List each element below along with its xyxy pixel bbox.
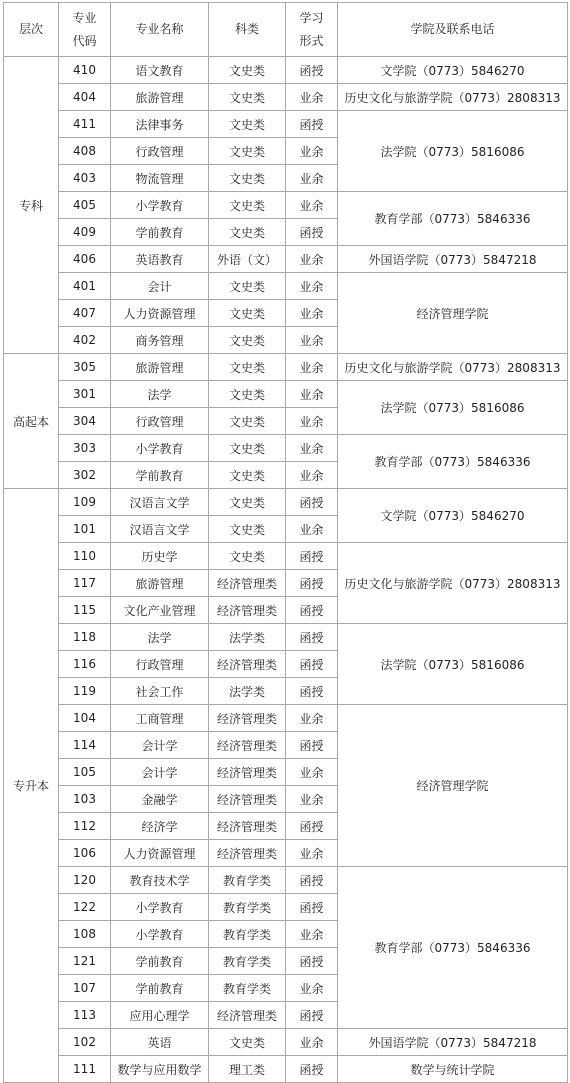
code-cell: 301 [59,381,111,408]
mode-cell: 业余 [286,165,338,192]
category-cell: 教育学类 [209,867,286,894]
mode-cell: 业余 [286,246,338,273]
major-cell: 经济学 [111,813,209,840]
mode-cell: 函授 [286,948,338,975]
major-cell: 小学教育 [111,894,209,921]
header-major: 专业名称 [111,3,209,57]
table-row [4,354,568,381]
major-cell: 法学 [111,624,209,651]
code-cell: 114 [59,732,111,759]
mode-cell: 函授 [286,732,338,759]
mode-cell: 函授 [286,57,338,84]
table-row [4,1029,568,1056]
mode-cell: 函授 [286,1002,338,1029]
level-cell: 专升本 [4,489,59,1083]
major-cell: 应用心理学 [111,1002,209,1029]
category-cell: 文史类 [209,435,286,462]
header-row [4,3,568,57]
contact-cell: 经济管理学院 [338,705,568,867]
major-cell: 学前教育 [111,948,209,975]
major-cell: 英语 [111,1029,209,1056]
category-cell: 经济管理类 [209,813,286,840]
contact-cell: 法学院（0773）5816086 [338,381,568,435]
code-cell: 302 [59,462,111,489]
code-cell: 122 [59,894,111,921]
code-cell: 102 [59,1029,111,1056]
category-cell: 文史类 [209,408,286,435]
category-cell: 经济管理类 [209,597,286,624]
table-row [4,543,568,570]
major-cell: 社会工作 [111,678,209,705]
category-cell: 文史类 [209,1029,286,1056]
code-cell: 117 [59,570,111,597]
code-cell: 406 [59,246,111,273]
contact-cell: 历史文化与旅游学院（0773）2808313 [338,543,568,624]
header-level: 层次 [4,3,59,57]
mode-cell: 业余 [286,462,338,489]
mode-cell: 函授 [286,651,338,678]
category-cell: 经济管理类 [209,732,286,759]
major-cell: 学前教育 [111,975,209,1002]
header-category: 科类 [209,3,286,57]
contact-cell: 文学院（0773）5846270 [338,489,568,543]
category-cell: 文史类 [209,192,286,219]
code-cell: 110 [59,543,111,570]
mode-cell: 函授 [286,219,338,246]
header-contact: 学院及联系电话 [338,3,568,57]
header-mode-line1: 学习 [299,10,324,25]
code-cell: 409 [59,219,111,246]
category-cell: 文史类 [209,381,286,408]
code-cell: 408 [59,138,111,165]
mode-cell: 业余 [286,327,338,354]
category-cell: 理工类 [209,1056,286,1083]
code-cell: 402 [59,327,111,354]
table-row [4,624,568,651]
contact-cell: 数学与统计学院 [338,1056,568,1083]
major-cell: 语文教育 [111,57,209,84]
code-cell: 305 [59,354,111,381]
mode-cell: 业余 [286,786,338,813]
category-cell: 文史类 [209,57,286,84]
code-cell: 403 [59,165,111,192]
contact-cell: 历史文化与旅游学院（0773）2808313 [338,84,568,111]
contact-cell: 教育学部（0773）5846336 [338,192,568,246]
mode-cell: 业余 [286,354,338,381]
header-mode [286,3,338,57]
code-cell: 111 [59,1056,111,1083]
header-mode-line2: 形式 [299,33,324,48]
category-cell: 文史类 [209,219,286,246]
major-cell: 金融学 [111,786,209,813]
mode-cell: 业余 [286,138,338,165]
major-cell: 文化产业管理 [111,597,209,624]
category-cell: 文史类 [209,84,286,111]
major-cell: 旅游管理 [111,570,209,597]
code-cell: 119 [59,678,111,705]
major-cell: 人力资源管理 [111,300,209,327]
category-cell: 文史类 [209,273,286,300]
mode-cell: 业余 [286,975,338,1002]
category-cell: 经济管理类 [209,1002,286,1029]
code-cell: 113 [59,1002,111,1029]
code-cell: 404 [59,84,111,111]
mode-cell: 业余 [286,921,338,948]
code-cell: 121 [59,948,111,975]
contact-cell: 文学院（0773）5846270 [338,57,568,84]
major-cell: 会计学 [111,759,209,786]
major-cell: 行政管理 [111,651,209,678]
code-cell: 104 [59,705,111,732]
code-cell: 407 [59,300,111,327]
mode-cell: 业余 [286,759,338,786]
major-cell: 小学教育 [111,435,209,462]
category-cell: 文史类 [209,489,286,516]
mode-cell: 函授 [286,570,338,597]
contact-cell: 历史文化与旅游学院（0773）2808313 [338,354,568,381]
mode-cell: 函授 [286,813,338,840]
category-cell: 经济管理类 [209,759,286,786]
mode-cell: 函授 [286,678,338,705]
code-cell: 108 [59,921,111,948]
mode-cell: 函授 [286,543,338,570]
major-cell: 人力资源管理 [111,840,209,867]
table-row [4,867,568,894]
major-cell: 行政管理 [111,138,209,165]
level-cell: 专科 [4,57,59,354]
contact-cell: 外国语学院（0773）5847218 [338,1029,568,1056]
major-cell: 汉语言文学 [111,516,209,543]
major-cell: 物流管理 [111,165,209,192]
category-cell: 经济管理类 [209,786,286,813]
code-cell: 118 [59,624,111,651]
code-cell: 115 [59,597,111,624]
mode-cell: 函授 [286,624,338,651]
major-cell: 教育技术学 [111,867,209,894]
category-cell: 文史类 [209,111,286,138]
header-code-line2: 代码 [72,33,97,48]
mode-cell: 业余 [286,192,338,219]
code-cell: 103 [59,786,111,813]
category-cell: 文史类 [209,138,286,165]
code-cell: 120 [59,867,111,894]
contact-cell: 经济管理学院 [338,273,568,354]
code-cell: 116 [59,651,111,678]
category-cell: 外语（文） [209,246,286,273]
mode-cell: 业余 [286,840,338,867]
mode-cell: 函授 [286,597,338,624]
table-row [4,381,568,408]
category-cell: 法学类 [209,624,286,651]
major-cell: 汉语言文学 [111,489,209,516]
category-cell: 文史类 [209,543,286,570]
major-cell: 会计学 [111,732,209,759]
table-row [4,246,568,273]
major-cell: 小学教育 [111,192,209,219]
mode-cell: 函授 [286,894,338,921]
contact-cell: 法学院（0773）5816086 [338,624,568,705]
code-cell: 411 [59,111,111,138]
category-cell: 文史类 [209,354,286,381]
code-cell: 107 [59,975,111,1002]
mode-cell: 函授 [286,489,338,516]
major-cell: 数学与应用数学 [111,1056,209,1083]
contact-cell: 法学院（0773）5816086 [338,111,568,192]
code-cell: 303 [59,435,111,462]
major-cell: 法学 [111,381,209,408]
category-cell: 文史类 [209,516,286,543]
mode-cell: 函授 [286,111,338,138]
major-cell: 法律事务 [111,111,209,138]
category-cell: 经济管理类 [209,705,286,732]
major-cell: 小学教育 [111,921,209,948]
code-cell: 401 [59,273,111,300]
category-cell: 法学类 [209,678,286,705]
major-cell: 工商管理 [111,705,209,732]
mode-cell: 业余 [286,516,338,543]
mode-cell: 函授 [286,1056,338,1083]
code-cell: 105 [59,759,111,786]
header-code-line1: 专业 [72,10,97,25]
major-cell: 旅游管理 [111,84,209,111]
code-cell: 112 [59,813,111,840]
table-row [4,192,568,219]
major-cell: 商务管理 [111,327,209,354]
category-cell: 经济管理类 [209,651,286,678]
major-cell: 旅游管理 [111,354,209,381]
contact-cell: 教育学部（0773）5846336 [338,435,568,489]
table-row [4,273,568,300]
mode-cell: 业余 [286,1029,338,1056]
category-cell: 教育学类 [209,948,286,975]
category-cell: 经济管理类 [209,840,286,867]
category-cell: 文史类 [209,300,286,327]
table-row [4,57,568,84]
major-cell: 行政管理 [111,408,209,435]
enrollment-table [3,2,568,1083]
code-cell: 109 [59,489,111,516]
code-cell: 101 [59,516,111,543]
table-row [4,84,568,111]
mode-cell: 业余 [286,84,338,111]
header-code [59,3,111,57]
mode-cell: 业余 [286,705,338,732]
mode-cell: 函授 [286,867,338,894]
major-cell: 会计 [111,273,209,300]
category-cell: 教育学类 [209,975,286,1002]
table-row [4,435,568,462]
major-cell: 历史学 [111,543,209,570]
major-cell: 英语教育 [111,246,209,273]
mode-cell: 业余 [286,300,338,327]
category-cell: 文史类 [209,327,286,354]
major-cell: 学前教育 [111,462,209,489]
table-row [4,705,568,732]
major-cell: 学前教育 [111,219,209,246]
category-cell: 教育学类 [209,894,286,921]
table-row [4,489,568,516]
mode-cell: 业余 [286,408,338,435]
code-cell: 106 [59,840,111,867]
mode-cell: 业余 [286,435,338,462]
table-row [4,1056,568,1083]
mode-cell: 业余 [286,273,338,300]
table-row [4,111,568,138]
contact-cell: 外国语学院（0773）5847218 [338,246,568,273]
category-cell: 文史类 [209,462,286,489]
category-cell: 文史类 [209,165,286,192]
code-cell: 405 [59,192,111,219]
level-cell: 高起本 [4,354,59,489]
category-cell: 经济管理类 [209,570,286,597]
mode-cell: 业余 [286,381,338,408]
category-cell: 教育学类 [209,921,286,948]
code-cell: 410 [59,57,111,84]
contact-cell: 教育学部（0773）5846336 [338,867,568,1029]
code-cell: 304 [59,408,111,435]
